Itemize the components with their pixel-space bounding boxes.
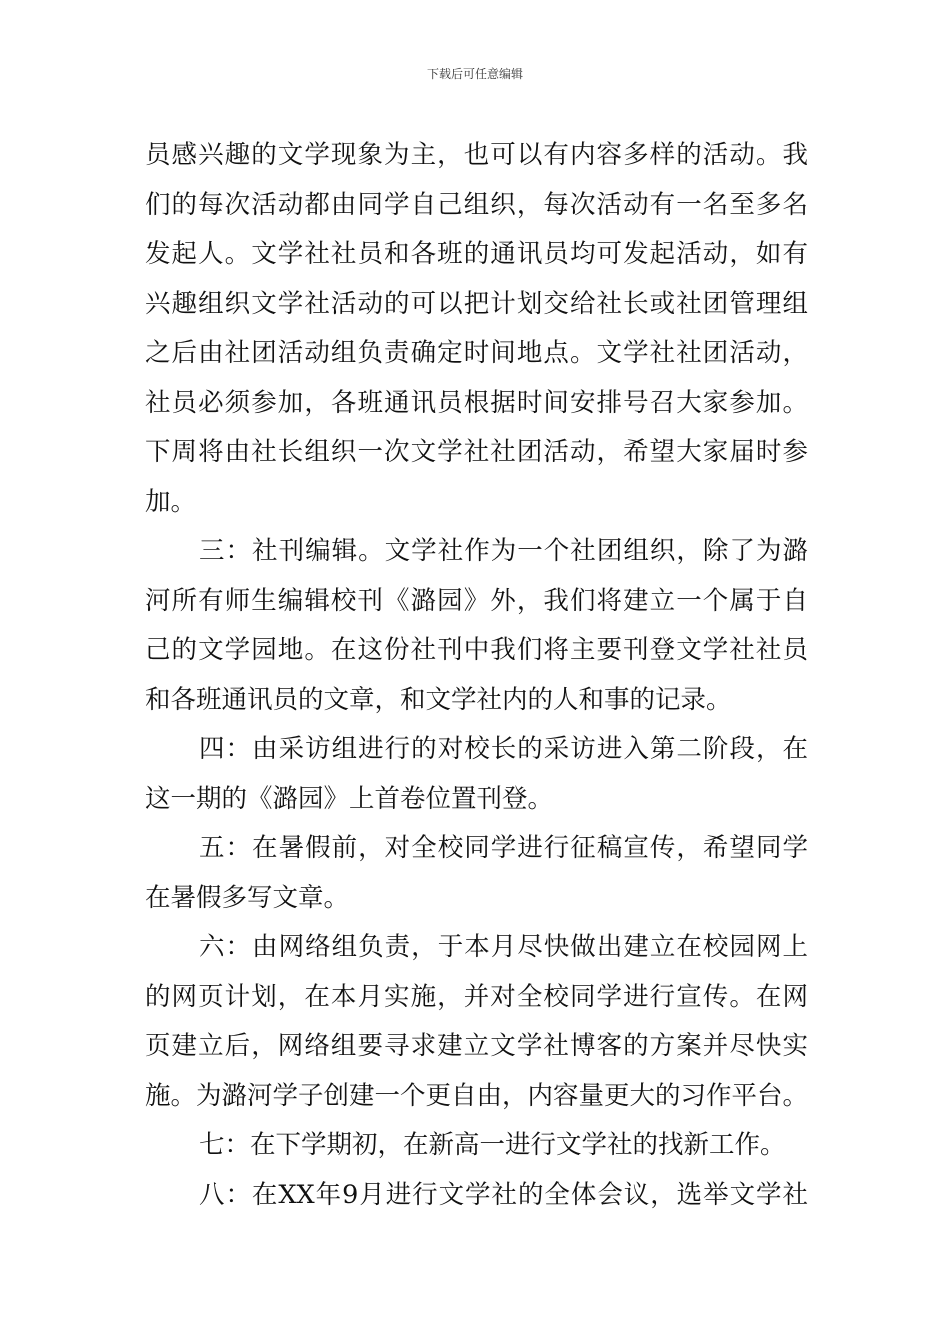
text-line: 之后由社团活动组负责确定时间地点。文学社社团活动， — [145, 338, 808, 368]
text-line: 在暑假多写文章。 — [145, 882, 350, 913]
text-line: 加。 — [145, 486, 197, 517]
text-line: 施。为潞河学子创建一个更自由，内容量更大的习作平台。 — [145, 1080, 808, 1111]
text-line: 八：在XX年9月进行文学社的全体会议，选举文学社 — [199, 1179, 808, 1210]
text-line: 七：在下学期初，在新高一进行文学社的找新工作。 — [199, 1130, 786, 1160]
text-line: 下周将由社长组织一次文学社社团活动，希望大家届时参 — [145, 437, 808, 467]
text-line: 河所有师生编辑校刊《潞园》外，我们将建立一个属于自 — [145, 585, 808, 616]
text-line: 己的文学园地。在这份社刊中我们将主要刊登文学社社员 — [145, 635, 808, 665]
text-line: 页建立后，网络组要寻求建立文学社博客的方案并尽快实 — [145, 1031, 808, 1061]
text-line: 发起人。文学社社员和各班的通讯员均可发起活动，如有 — [145, 239, 808, 269]
page-header: 下载后可任意编辑 — [426, 67, 523, 81]
text-line: 六：由网络组负责，于本月尽快做出建立在校园网上 — [199, 932, 808, 962]
text-line: 四：由采访组进行的对校长的采访进入第二阶段，在 — [199, 734, 808, 764]
text-line: 这一期的《潞园》上首卷位置刊登。 — [145, 783, 554, 814]
text-line: 社员必须参加，各班通讯员根据时间安排号召大家参加。 — [145, 387, 808, 418]
text-line: 们的每次活动都由同学自己组织，每次活动有一名至多名 — [145, 189, 808, 220]
text-line: 三：社刊编辑。文学社作为一个社团组织，除了为潞 — [199, 536, 808, 566]
text-line: 和各班通讯员的文章，和文学社内的人和事的记录。 — [145, 684, 732, 715]
text-line: 的网页计划，在本月实施，并对全校同学进行宣传。在网 — [145, 981, 808, 1012]
text-line: 员感兴趣的文学现象为主，也可以有内容多样的活动。我 — [145, 140, 808, 170]
text-line: 五：在暑假前，对全校同学进行征稿宣传，希望同学 — [199, 833, 808, 863]
text-line: 兴趣组织文学社活动的可以把计划交给社长或社团管理组 — [145, 288, 808, 319]
document-body — [145, 131, 808, 1220]
